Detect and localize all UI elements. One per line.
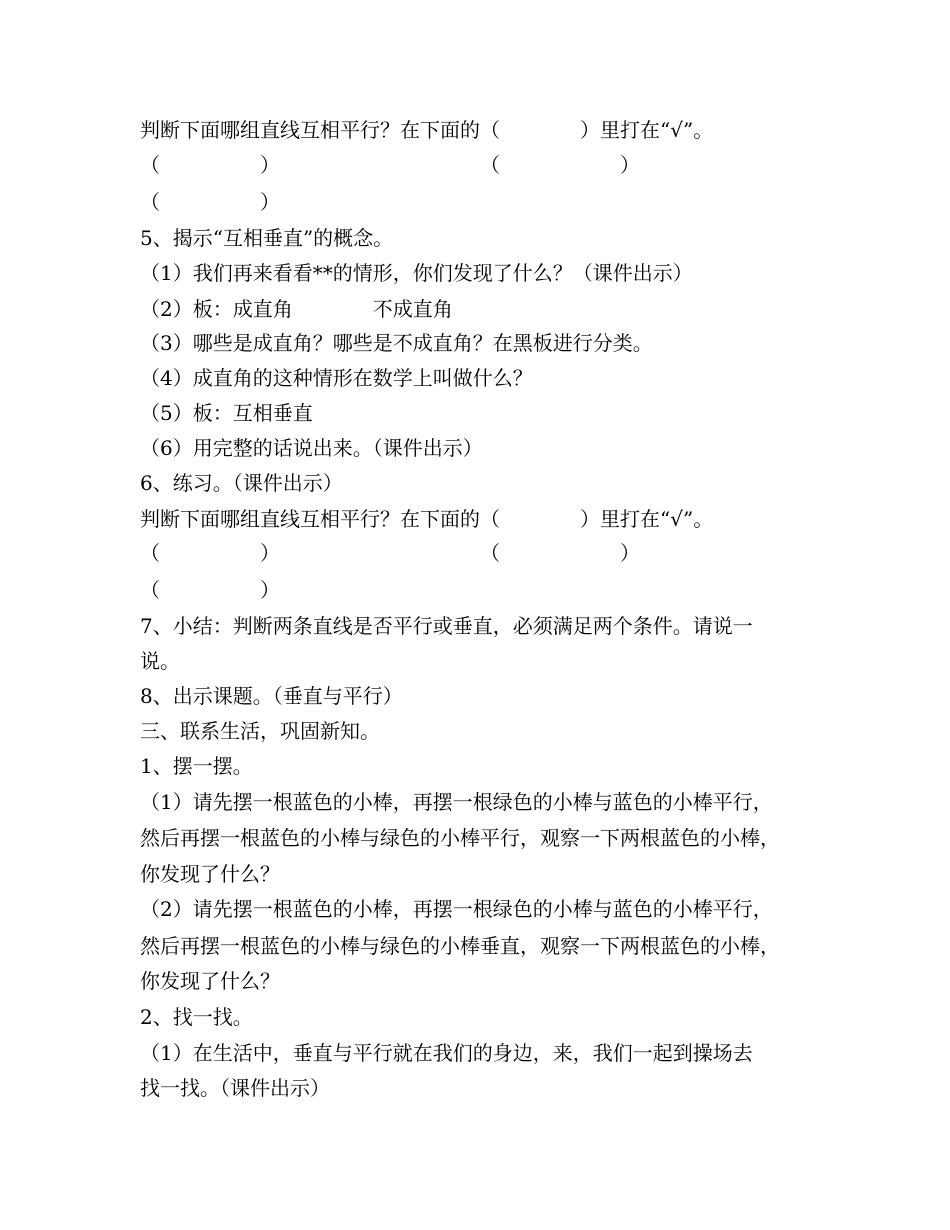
step-5-item-6: （6）用完整的话说出来。（课件出示） bbox=[140, 436, 483, 460]
step-5-item-3: （3）哪些是成直角？哪些是不成直角？在黑板进行分类。 bbox=[140, 331, 653, 355]
step-7-summary: 7、小结：判断两条直线是否平行或垂直，必须满足两个条件。请说一 bbox=[140, 614, 753, 638]
activity-1-item-2-line-2: 然后再摆一根蓝色的小棒与绿色的小棒垂直，观察一下两根蓝色的小棒， bbox=[140, 934, 780, 958]
answer-blanks-row-2: （ ） bbox=[140, 190, 280, 214]
activity-2-item-1-line-1: （1）在生活中，垂直与平行就在我们的身边，来，我们一起到操场去 bbox=[140, 1041, 753, 1065]
answer-blanks-row-3: （ ） （ ） bbox=[140, 541, 640, 565]
step-5-item-4: （4）成直角的这种情形在数学上叫做什么？ bbox=[140, 366, 533, 390]
exercise-instruction-2: 判断下面哪组直线互相平行？在下面的（ ）里打在“√”。 bbox=[140, 507, 714, 531]
step-8-heading: 8、出示课题。（垂直与平行） bbox=[140, 684, 403, 708]
step-5-item-2: （2）板：成直角 不成直角 bbox=[140, 297, 453, 321]
step-7-summary-cont: 说。 bbox=[140, 649, 180, 673]
activity-1-item-1-line-2: 然后再摆一根蓝色的小棒与绿色的小棒平行，观察一下两根蓝色的小棒， bbox=[140, 826, 780, 850]
answer-blanks-row-1: （ ） （ ） bbox=[140, 153, 640, 177]
activity-1-item-2-line-1: （2）请先摆一根蓝色的小棒，再摆一根绿色的小棒与蓝色的小棒平行， bbox=[140, 897, 773, 921]
step-5-heading: 5、揭示“互相垂直”的概念。 bbox=[140, 226, 394, 250]
step-5-item-5: （5）板：互相垂直 bbox=[140, 401, 313, 425]
section-3-heading: 三、联系生活，巩固新知。 bbox=[140, 719, 380, 743]
activity-2-item-1-line-2: 找一找。（课件出示） bbox=[140, 1076, 330, 1100]
answer-blanks-row-4: （ ） bbox=[140, 578, 280, 602]
step-6-heading: 6、练习。（课件出示） bbox=[140, 471, 343, 495]
activity-1-item-1-line-3: 你发现了什么？ bbox=[140, 862, 280, 886]
exercise-instruction-1: 判断下面哪组直线互相平行？在下面的（ ）里打在“√”。 bbox=[140, 118, 714, 142]
activity-1-heading: 1、摆一摆。 bbox=[140, 754, 253, 778]
activity-2-heading: 2、找一找。 bbox=[140, 1005, 253, 1029]
step-5-item-1: （1）我们再来看看**的情形，你们发现了什么？（课件出示） bbox=[140, 261, 693, 285]
activity-1-item-1-line-1: （1）请先摆一根蓝色的小棒，再摆一根绿色的小棒与蓝色的小棒平行， bbox=[140, 790, 773, 814]
activity-1-item-2-line-3: 你发现了什么？ bbox=[140, 969, 280, 993]
